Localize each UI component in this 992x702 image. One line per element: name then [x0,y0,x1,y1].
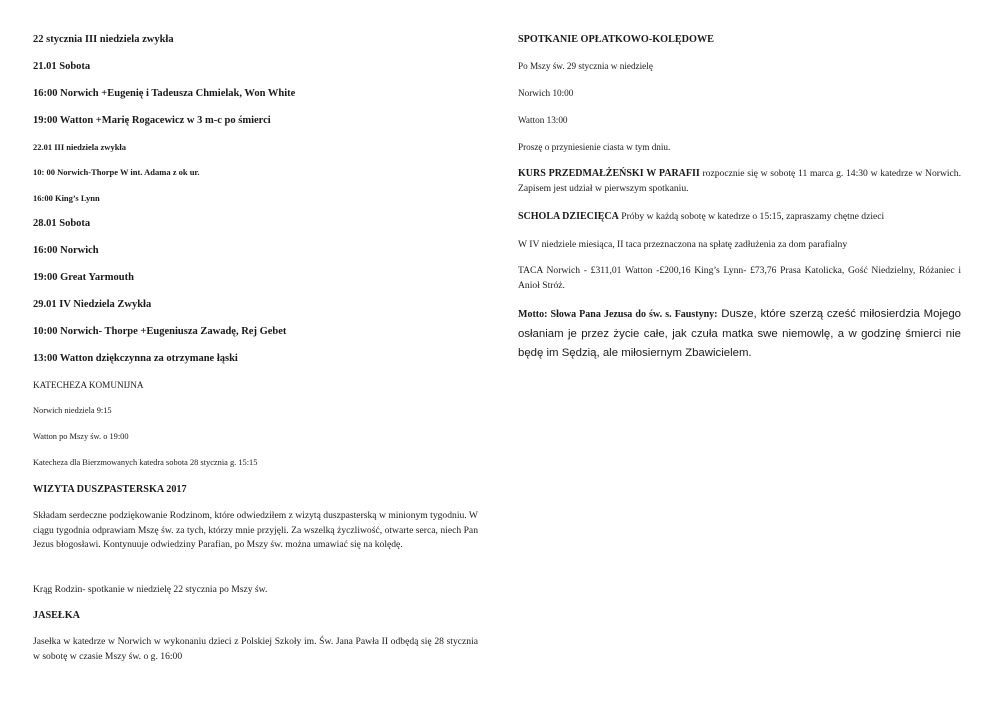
schola-text: Próby w każdą sobotę w katedrze o 15:15, zapraszamy chętne dzieci [618,211,885,222]
section-heading-katecheza: KATECHEZA KOMUNIJNA [33,380,144,390]
mass-intention: 19:00 Watton +Marię Rogacewicz w 3 m-c po śmierci [33,115,271,126]
schola-heading: SCHOLA DZIECIĘCA [518,211,619,222]
taca-paragraph: TACA Norwich - £311,01 Watton -£200,16 King’s Lynn- £73,76 Prasa Katolicka, Gość Niedzielny, Różaniec i Anioł Stróż. [518,265,961,291]
date-heading-saturday: 28.01 Sobota [33,218,91,229]
spotkanie-line: Po Mszy św. 29 stycznia w niedzielę [518,61,653,71]
kurs-text: rozpocznie się w sobotę 11 marca g. 14:30 w katedrze w Norwich. Zapisem jest udział w pierwszym spotkaniu. [518,168,961,194]
section-heading-spotkanie: SPOTKANIE OPŁATKOWO-KOLĘDOWE [518,34,714,45]
spotkanie-line: Watton 13:00 [518,115,568,125]
mass-intention: 10: 00 Norwich-Thorpe W int. Adama z ok ur. [33,167,200,177]
section-heading-jaselka: JASEŁKA [33,610,80,621]
motto-heading: Motto: Słowa Pana Jezusa do św. s. Faustyny: [518,309,718,320]
date-heading-saturday: 21.01 Sobota [33,61,91,72]
katecheza-item: Norwich niedziela 9:15 [33,406,112,415]
kurs-paragraph [518,167,961,196]
wizyta-paragraph: Składam serdeczne podziękowanie Rodzinom, które odwiedziłem z wizytą duszpasterską w minionym tygodniu. W ciągu tygodnia odprawiam Mszę św. za tych, którzy mnie przyjęli. Za wszelką życzliwość, otwarte serca, niech Pan Jezus błogosławi. Kontynuuje odwiedziny Parafian, po Mszy św. można umawiać się na kolędę. [33,510,478,550]
kurs-heading: KURS PRZEDMAŁŻEŃSKI W PARAFII [518,168,700,179]
katecheza-item: Watton po Mszy św. o 19:00 [33,432,129,441]
spotkanie-line: Norwich 10:00 [518,88,574,98]
motto-text: Dusze, które szerzą cześć miłosierdzia Mojego osłaniam je przez życie całe, jak czuła matka swe niemowlę, a w godzinę śmierci nie będę im Sędzią, ale miłosiernym Zbawicielem. [518,308,961,359]
mass-intention: 13:00 Watton dziękczynna za otrzymane łąski [33,353,238,364]
mass-intention: 16:00 King’s Lynn [33,193,100,203]
taca-iv-note: W IV niedziele miesiąca, II taca przeznaczona na spłatę zadłużenia za dom parafialny [518,239,848,250]
mass-intention: 10:00 Norwich- Thorpe +Eugeniusza Zawadę, Rej Gebet [33,326,287,337]
krag-rodzin-note: Krąg Rodzin- spotkanie w niedzielę 22 stycznia po Mszy św. [33,584,268,595]
date-heading-sunday: 29.01 IV Niedziela Zwykła [33,299,152,310]
motto-paragraph [518,305,961,364]
spotkanie-line: Proszę o przyniesienie ciasta w tym dniu. [518,142,671,152]
mass-intention: 16:00 Norwich [33,245,99,256]
mass-intention: 19:00 Great Yarmouth [33,272,134,283]
liturgical-day-heading: 22 stycznia III niedziela zwykła [33,34,174,45]
section-heading-wizyta: WIZYTA DUSZPASTERSKA 2017 [33,484,187,495]
mass-intention: 16:00 Norwich +Eugenię i Tadeusza Chmielak, Won White [33,88,296,99]
jaselka-paragraph: Jasełka w katedrze w Norwich w wykonaniu dzieci z Polskiej Szkoły im. Św. Jana Pawła II odbędą się 28 stycznia w sobotę w czasie Mszy św. o g. 16:00 [33,636,478,662]
katecheza-item: Katecheza dla Bierzmowanych katedra sobota 28 stycznia g. 15:15 [33,458,258,467]
schola-paragraph [518,210,961,225]
date-heading-sunday: 22.01 III niedziela zwykła [33,142,127,152]
